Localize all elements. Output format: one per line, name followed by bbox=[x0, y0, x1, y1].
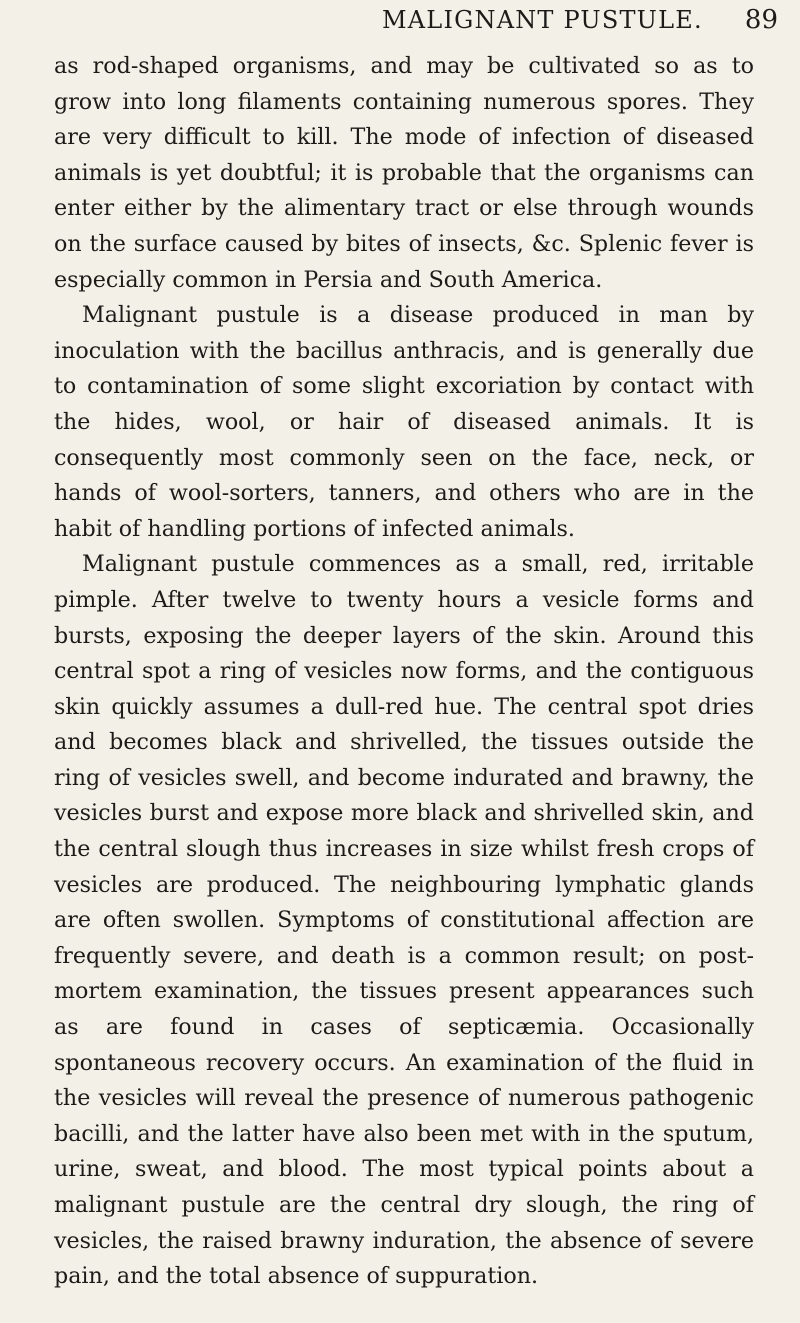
page-number: 89 bbox=[744, 5, 778, 35]
paragraph-continuation: as rod-shaped organisms, and may be cultivated so as to grow into long filaments containing numerous spores. They are very difficult to kill. The mode of infection of diseased animals is yet doubtful; it is probable that the organisms can enter either by the alimentary tract or else through wounds on the surface caused by bites of insects, &c. Splenic fever is especially common in Persia and South America. bbox=[54, 53, 754, 293]
body-text bbox=[54, 49, 754, 1295]
chapter-title: MALIGNANT PUSTULE. bbox=[382, 6, 703, 34]
paragraph-symptoms: Malignant pustule commences as a small, red, irritable pimple. After twelve to twenty hours a vesicle forms and bursts, exposing the deeper layers of the skin. Around this central spot a ring of vesicles now forms, and the contiguous skin quickly assumes a dull-red hue. The central spot dries and becomes black and shrivelled, the tissues outside the ring of vesicles swell, and become indurated and brawny, the vesicles burst and expose more black and shrivelled skin, and the central slough thus increases in size whilst fresh crops of vesicles are produced. The neighbouring lymphatic glands are often swollen. Symptoms of constitutional affection are frequently severe, and death is a common result; on post-mortem examination, the tissues present appearances such as are found in cases of septicæmia. Occasionally spontaneous recovery occurs. An examination of the fluid in the vesicles will reveal the presence of numerous pathogenic bacilli, and the latter have also been met with in the sputum, urine, sweat, and blood. The most typical points about a malignant pustule are the central dry slough, the ring of vesicles, the raised brawny induration, the absence of severe pain, and the total absence of suppuration. bbox=[54, 551, 754, 1290]
running-header bbox=[382, 5, 732, 35]
paragraph-disease-definition: Malignant pustule is a disease produced in man by inoculation with the bacillus anthracis, and is generally due to contamination of some slight excoriation by contact with the hides, wool, or hair of diseased animals. It is consequently most commonly seen on the face, neck, or hands of wool-sorters, tanners, and others who are in the habit of handling portions of infected animals. bbox=[54, 302, 754, 542]
